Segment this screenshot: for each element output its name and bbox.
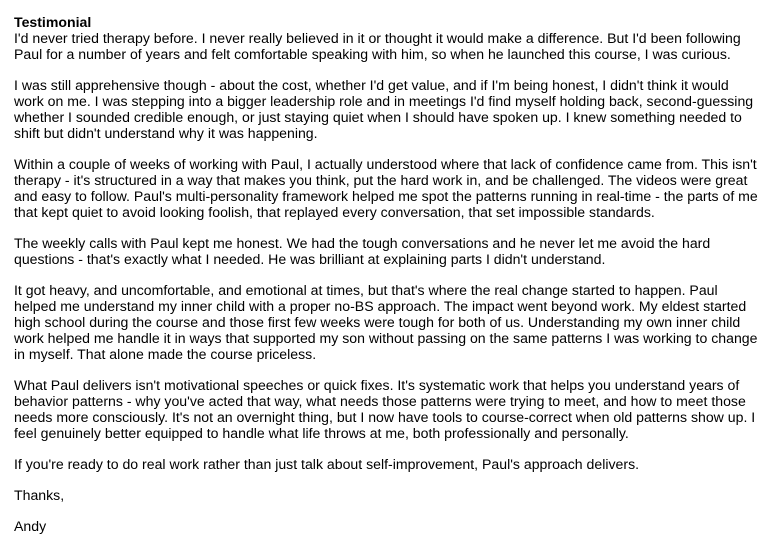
paragraph-2: I was still apprehensive though - about the cost, whether I'd get value, and if I'm being honest, I didn't think it would work on me. I was stepping into a bigger leadership role and in meetings I'd find myself holding back, second-guessing whether I sounded credible enough, or just staying quiet when I should have spoken up. I knew something needed to shift but didn't understand why it was happening. [14,77,754,141]
paragraph-3: Within a couple of weeks of working with Paul, I actually understood where that lack of confidence came from. This isn't therapy - it's structured in a way that makes you think, put the hard work in, and be challenged. The videos were great and easy to follow. Paul's multi-personality framework helped me spot the patterns running in real-time - the parts of me that kept quiet to avoid looking foolish, that replayed every conversation, that set impossible standards. [14,156,758,220]
testimonial-title: Testimonial [14,14,92,30]
signature-name: Andy [14,518,47,534]
paragraph-4: The weekly calls with Paul kept me honest. We had the tough conversations and he never let me avoid the hard questions - that's exactly what I needed. He was brilliant at explaining parts I didn't understand. [14,235,711,267]
testimonial-document [14,14,758,549]
paragraph-5: It got heavy, and uncomfortable, and emotional at times, but that's where the real change started to happen. Paul helped me understand my inner child with a proper no-BS approach. The impact went beyond work. My eldest started high school during the course and those first few weeks were tough for both of us. Understanding my own inner child work helped me handle it in ways that supported my son without passing on the same patterns I was working to change in myself. That alone made the course priceless. [14,282,758,362]
paragraph-6: What Paul delivers isn't motivational speeches or quick fixes. It's systematic work that helps you understand years of behavior patterns - why you've acted that way, what needs those patterns were trying to meet, and how to meet those needs more consciously. It's not an overnight thing, but I now have tools to course-correct when old patterns show up. I feel genuinely better equipped to handle what life throws at me, both professionally and personally. [14,377,756,441]
paragraph-1: I'd never tried therapy before. I never really believed in it or thought it would make a difference. But I'd been following Paul for a number of years and felt comfortable speaking with him, so when he launched this course, I was curious. [14,30,741,62]
paragraph-7: If you're ready to do real work rather than just talk about self-improvement, Paul's approach delivers. [14,456,640,472]
closing-text: Thanks, [14,487,65,503]
